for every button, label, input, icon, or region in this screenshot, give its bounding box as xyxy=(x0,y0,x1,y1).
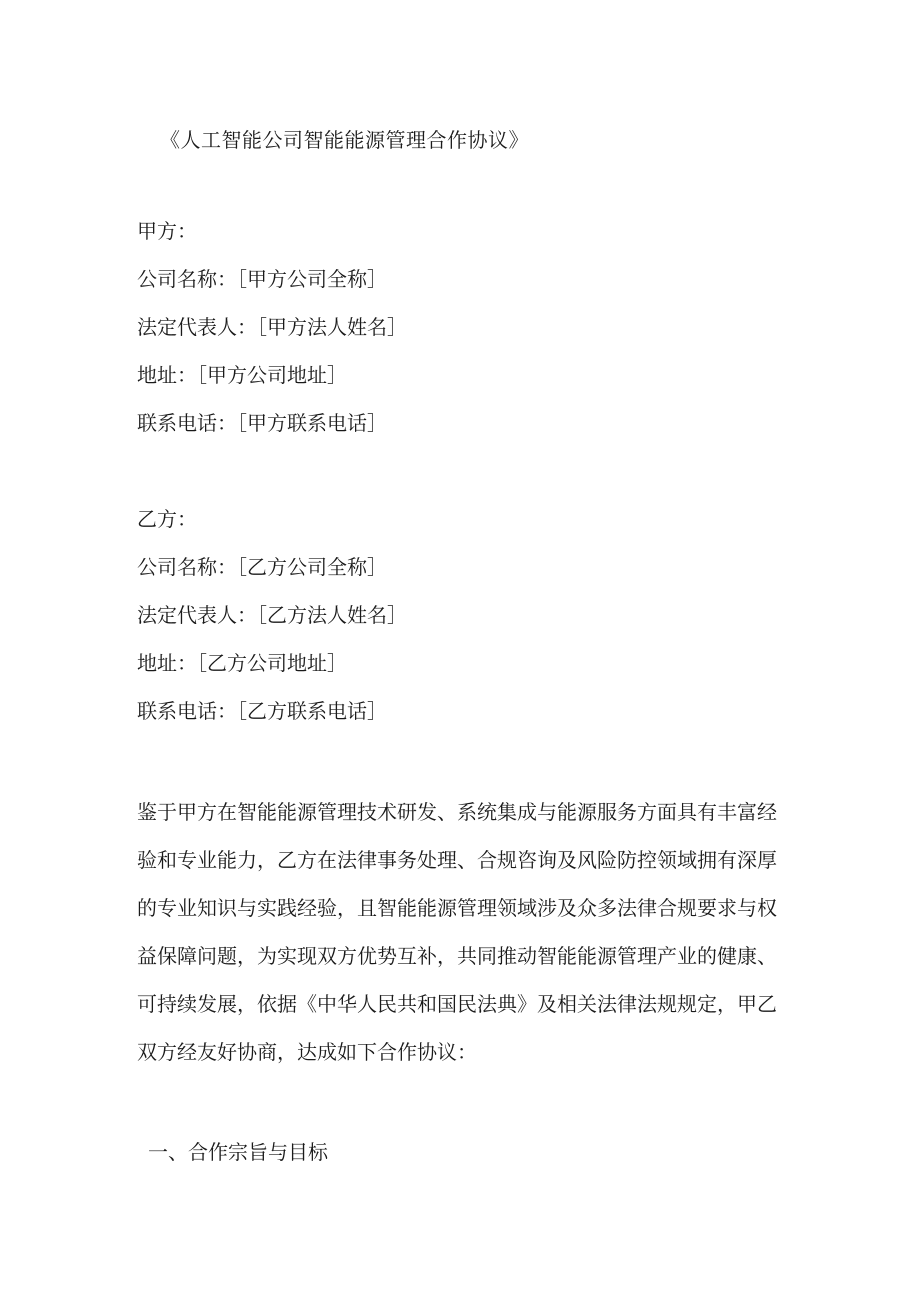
preamble-line: 验和专业能力，乙方在法律事务处理、合规咨询及风险防控领域拥有深厚 xyxy=(137,848,777,872)
party-b-phone: 联系电话：［乙方联系电话］ xyxy=(137,699,387,723)
party-a-company-name: 公司名称：［甲方公司全称］ xyxy=(137,267,387,291)
preamble-line: 鉴于甲方在智能能源管理技术研发、系统集成与能源服务方面具有丰富经 xyxy=(137,800,777,824)
party-a-heading: 甲方： xyxy=(137,219,197,243)
party-b-block xyxy=(137,506,787,746)
preamble-line: 的专业知识与实践经验，且智能能源管理领域涉及众多法律合规要求与权 xyxy=(137,896,777,920)
party-b-heading: 乙方： xyxy=(137,507,197,531)
document-title: 《人工智能公司智能能源管理合作协议》 xyxy=(160,128,529,152)
party-a-block xyxy=(137,218,787,458)
preamble-line: 益保障问题，为实现双方优势互补，共同推动智能能源管理产业的健康、 xyxy=(137,944,777,968)
party-a-legal-representative: 法定代表人：［甲方法人姓名］ xyxy=(137,315,407,339)
section-1-heading: 一、合作宗旨与目标 xyxy=(148,1140,328,1164)
party-a-address: 地址：［甲方公司地址］ xyxy=(137,363,347,387)
party-b-address: 地址：［乙方公司地址］ xyxy=(137,651,347,675)
preamble-paragraph xyxy=(137,788,777,1076)
preamble-line: 双方经友好协商，达成如下合作协议： xyxy=(137,1040,477,1064)
preamble-line: 可持续发展，依据《中华人民共和国民法典》及相关法律法规规定，甲乙 xyxy=(137,992,777,1016)
party-a-phone: 联系电话：［甲方联系电话］ xyxy=(137,411,387,435)
party-b-company-name: 公司名称：［乙方公司全称］ xyxy=(137,555,387,579)
party-b-legal-representative: 法定代表人：［乙方法人姓名］ xyxy=(137,603,407,627)
